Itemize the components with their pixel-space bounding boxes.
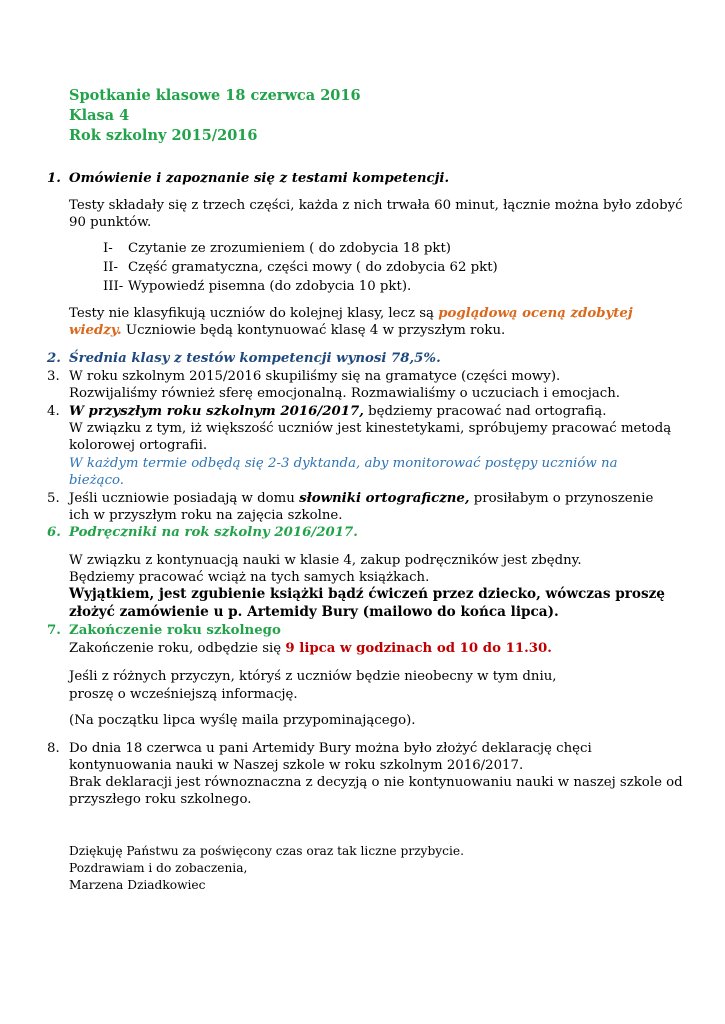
part-2-text: Część gramatyczna, części mowy ( do zdobycia 62 pkt) — [128, 260, 498, 275]
item-4-number: 4. — [47, 404, 60, 419]
item-6-important: złożyć zamówienie u p. Artemidy Bury (mailowo do końca lipca). — [69, 604, 559, 620]
item-4-heading-bold: W przyszłym roku szkolnym 2016/2017, — [69, 404, 364, 419]
header-title: Spotkanie klasowe 18 czerwca 2016 — [69, 87, 361, 104]
item-1-note — [69, 305, 633, 322]
item-4-text: W związku z tym, iż większość uczniów jest kinestetykami, spróbujemy pracować metodą — [69, 421, 672, 436]
item-1-note-highlight: wiedzy. — [69, 323, 122, 338]
item-3-text: Rozwijaliśmy również sferę emocjonalną. Rozmawialiśmy o uczuciach i emocjach. — [69, 386, 621, 401]
item-5-number: 5. — [47, 491, 60, 506]
header-class: Klasa 4 — [69, 107, 130, 124]
item-7-number: 7. — [47, 623, 61, 638]
item-1-text: Testy składały się z trzech części, każda z nich trwała 60 minut, łącznie można było zdobyć — [69, 198, 683, 213]
item-7-text-pre: Zakończenie roku, odbędzie się — [69, 641, 286, 656]
item-8-text: Brak deklaracji jest równoznaczna z decyzją o nie kontynuowaniu nauki w naszej szkole od — [69, 775, 683, 790]
item-5-text-post: prosiłabym o przynoszenie — [469, 491, 654, 506]
part-3-text: Wypowiedź pisemna (do zdobycia 10 pkt). — [128, 279, 412, 294]
item-7-text: proszę o wcześniejszą informację. — [69, 687, 298, 702]
item-5-text: ich w przyszłym roku na zajęcia szkolne. — [69, 508, 343, 523]
item-5-text-pre: Jeśli uczniowie posiadają w domu — [69, 491, 300, 506]
item-7-text — [69, 640, 552, 657]
item-6-title: Podręczniki na rok szkolny 2016/2017. — [69, 525, 358, 540]
part-1-roman: I- — [103, 241, 113, 256]
item-8-text: kontynuowania nauki w Naszej szkole w roku szkolnym 2016/2017. — [69, 758, 524, 773]
item-4-text: kolorowej ortografii. — [69, 438, 208, 453]
item-5-text — [69, 490, 653, 507]
item-4-heading-rest: będziemy pracować nad ortografią. — [363, 404, 607, 419]
item-7-text: Jeśli z różnych przyczyn, któryś z uczniów będzie nieobecny w tym dniu, — [69, 669, 557, 684]
closing-thanks: Dziękuję Państwu za poświęcony czas oraz tak liczne przybycie. — [69, 844, 464, 858]
part-1-text: Czytanie ze zrozumieniem ( do zdobycia 18 pkt) — [128, 241, 451, 256]
item-3-number: 3. — [47, 369, 60, 384]
item-8-text: przyszłego roku szkolnego. — [69, 792, 252, 807]
item-8-text: Do dnia 18 czerwca u pani Artemidy Bury można było złożyć deklarację chęci — [69, 741, 592, 756]
item-4-highlight: bieżąco. — [69, 473, 125, 488]
item-4-highlight: W każdym termie odbędą się 2-3 dyktanda, aby monitorować postępy uczniów na — [69, 456, 618, 471]
item-8-number: 8. — [47, 741, 60, 756]
item-4-heading — [69, 403, 606, 420]
item-2-text: Średnia klasy z testów kompetencji wynosi 78,5%. — [69, 351, 441, 366]
item-3-text: W roku szkolnym 2015/2016 skupiliśmy się na gramatyce (części mowy). — [69, 369, 561, 384]
item-6-number: 6. — [47, 525, 61, 540]
item-1-note — [69, 322, 505, 339]
item-7-title: Zakończenie roku szkolnego — [69, 623, 281, 638]
closing-greeting: Pozdrawiam i do zobaczenia, — [69, 861, 248, 875]
item-1-note-text: Uczniowie będą kontynuować klasę 4 w przyszłym roku. — [121, 323, 506, 338]
item-1-number: 1. — [47, 171, 61, 186]
item-1-title: Omówienie i zapoznanie się z testami kompetencji. — [69, 171, 450, 186]
closing-signature: Marzena Dziadkowiec — [69, 878, 206, 892]
part-3-roman: III- — [103, 279, 124, 294]
part-2-roman: II- — [103, 260, 118, 275]
item-6-important: Wyjątkiem, jest zgubienie książki bądź ćwiczeń przez dziecko, wówczas proszę — [69, 586, 665, 602]
item-2-number: 2. — [47, 351, 61, 366]
item-7-text: (Na początku lipca wyślę maila przypominającego). — [69, 713, 416, 728]
item-1-text: 90 punktów. — [69, 215, 152, 230]
item-1-note-text: Testy nie klasyfikują uczniów do kolejnej klasy, lecz są — [69, 306, 439, 321]
item-7-date-highlight: 9 lipca w godzinach od 10 do 11.30. — [285, 641, 552, 656]
item-6-text: W związku z kontynuacją nauki w klasie 4, zakup podręczników jest zbędny. — [69, 553, 582, 568]
item-6-text: Będziemy pracować wciąż na tych samych książkach. — [69, 570, 430, 585]
item-5-text-bold: słowniki ortograficzne, — [299, 491, 470, 506]
header-school-year: Rok szkolny 2015/2016 — [69, 127, 258, 144]
item-1-note-highlight: poglądową oceną zdobytej — [438, 306, 633, 321]
